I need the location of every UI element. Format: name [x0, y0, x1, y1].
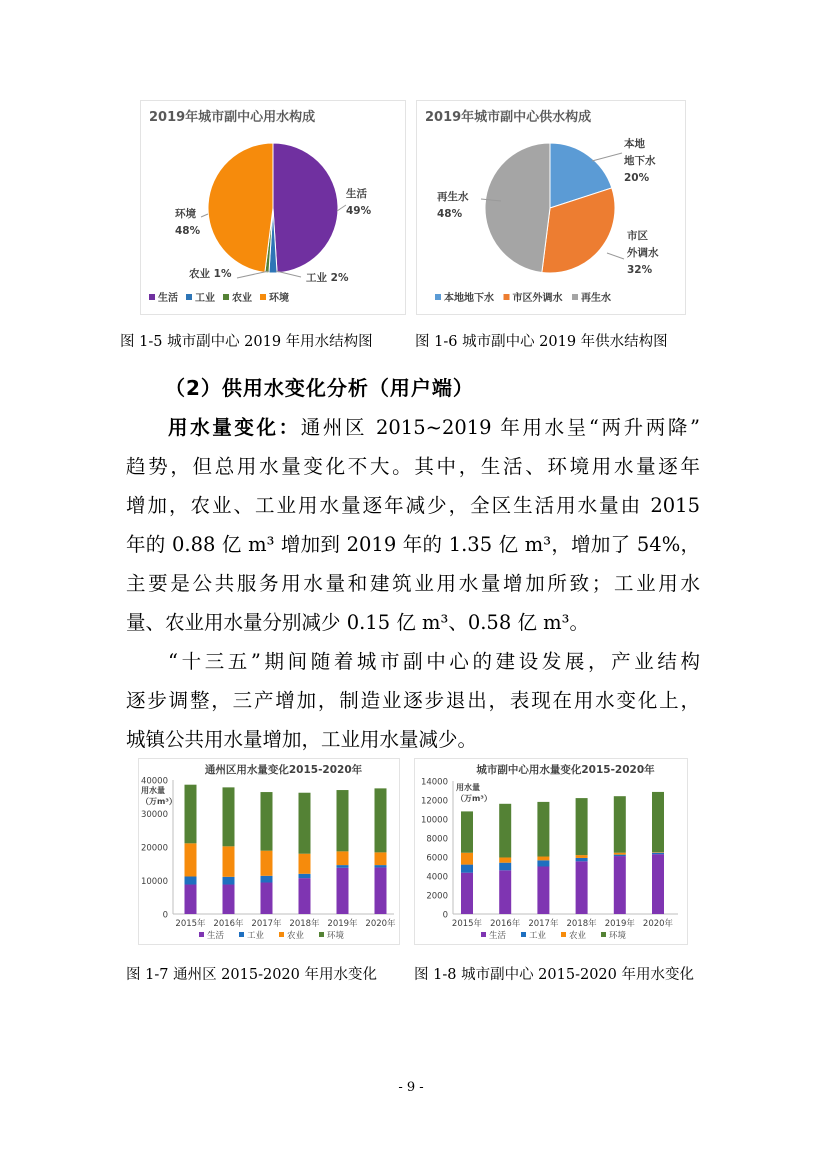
legend-swatch	[199, 932, 204, 937]
x-tick-label: 2016年	[490, 919, 521, 929]
leader-line	[276, 271, 301, 277]
legend-swatch	[601, 932, 606, 937]
figure-caption-1-5: 图 1-5 城市副中心 2019 年用水结构图	[120, 334, 373, 350]
legend-swatch	[319, 932, 324, 937]
data-label: 工业 2%	[306, 272, 349, 284]
y-tick-label: 14000	[420, 777, 448, 788]
x-tick-label: 2018年	[566, 919, 597, 929]
legend-swatch	[186, 294, 192, 300]
chart-title: 2019年城市副中心供水构成	[425, 110, 592, 125]
page-number: - 9 -	[398, 1080, 424, 1095]
bar-农业-2018年	[299, 854, 311, 874]
bar-工业-2019年	[614, 855, 626, 856]
legend-swatch	[239, 932, 244, 937]
y-tick-label: 0	[442, 910, 448, 921]
pie-chart-water-supply	[416, 100, 686, 315]
bar-环境-2020年	[375, 788, 387, 852]
x-tick-label: 2017年	[528, 919, 559, 929]
y-axis-label: （万m³）	[456, 794, 492, 803]
y-tick-label: 30000	[140, 810, 168, 820]
bar-工业-2017年	[261, 876, 273, 883]
leader-line	[237, 271, 269, 278]
data-label: 环境	[175, 208, 196, 220]
bar-农业-2019年	[614, 853, 626, 855]
bar-生活-2018年	[576, 861, 588, 914]
chart-title: 通州区用水量变化2015-2020年	[204, 764, 363, 776]
bar-工业-2016年	[223, 877, 235, 885]
pie-slice-环境	[208, 143, 273, 272]
bar-环境-2017年	[261, 792, 273, 851]
y-tick-label: 10000	[420, 815, 448, 826]
bar-chart-tongzhou	[138, 758, 400, 945]
data-label: 外调水	[627, 247, 659, 259]
x-tick-label: 2015年	[175, 919, 206, 929]
figure-caption-1-7: 图 1-7 通州区 2015-2020 年用水变化	[126, 967, 377, 983]
legend-swatch	[521, 932, 526, 937]
x-tick-label: 2015年	[451, 919, 483, 929]
x-tick-label: 2019年	[604, 919, 635, 929]
pie-chart-water-use	[140, 100, 406, 315]
y-tick-label: 8000	[426, 834, 448, 845]
data-label: 市区	[627, 230, 648, 242]
bar-chart-tongzhou-svg	[139, 759, 399, 944]
bar-农业-2015年	[461, 853, 473, 865]
data-label: 20%	[624, 172, 650, 184]
y-tick-label: 20000	[140, 843, 168, 854]
pie-slice-生活	[273, 143, 338, 273]
legend-label: 工业	[195, 293, 215, 304]
bar-生活-2015年	[461, 873, 473, 914]
y-tick-label: 0	[162, 910, 168, 921]
legend-swatch	[279, 932, 284, 937]
paragraph-line: 城镇公共用水量增加，工业用水量减少。	[126, 728, 478, 751]
legend-swatch	[149, 294, 155, 300]
chart-title: 2019年城市副中心用水构成	[149, 110, 316, 125]
bar-生活-2017年	[261, 883, 273, 914]
bar-环境-2017年	[537, 802, 549, 857]
bar-工业-2015年	[461, 865, 473, 873]
data-label: 生活	[346, 188, 367, 200]
bar-工业-2015年	[185, 876, 197, 884]
bar-环境-2015年	[185, 785, 197, 844]
x-tick-label: 2017年	[251, 919, 282, 929]
legend-label: 环境	[609, 931, 627, 941]
legend-swatch	[572, 294, 578, 300]
bar-农业-2015年	[185, 843, 197, 876]
paragraph-line: 量、农业用水量分别减少 0.15 亿 m³、0.58 亿 m³。	[126, 611, 589, 634]
bar-环境-2018年	[576, 798, 588, 855]
legend-label: 环境	[327, 931, 345, 941]
chart-title: 城市副中心用水量变化2015-2020年	[476, 764, 655, 776]
x-tick-label: 2018年	[289, 919, 320, 929]
pie-chart-water-supply-svg	[417, 101, 685, 314]
y-tick-label: 10000	[140, 877, 168, 887]
bar-工业-2020年	[652, 853, 664, 854]
legend-label: 环境	[269, 293, 289, 304]
y-tick-label: 40000	[140, 776, 168, 787]
legend-swatch	[223, 294, 229, 300]
y-tick-label: 6000	[426, 853, 448, 864]
figure-caption-1-6: 图 1-6 城市副中心 2019 年供水结构图	[415, 334, 668, 350]
bar-生活-2019年	[614, 856, 626, 914]
legend-label: 生活	[489, 931, 507, 941]
bar-生活-2018年	[299, 878, 311, 914]
bar-生活-2016年	[499, 870, 511, 914]
bar-农业-2017年	[537, 857, 549, 861]
bar-生活-2020年	[375, 867, 387, 914]
bar-chart-subcenter	[414, 758, 688, 945]
y-axis-label: （万m³）	[141, 797, 177, 806]
legend-label: 再生水	[581, 293, 611, 304]
bar-环境-2015年	[461, 811, 473, 852]
legend-label: 农业	[287, 931, 305, 941]
paragraph-line	[168, 408, 700, 447]
bar-生活-2019年	[337, 868, 349, 914]
leader-line	[592, 153, 622, 161]
data-label: 本地	[624, 138, 645, 150]
data-label: 49%	[346, 205, 372, 217]
data-label: 再生水	[437, 191, 469, 203]
bar-环境-2018年	[299, 793, 311, 854]
legend-label: 工业	[247, 931, 265, 941]
pie-chart-water-use-svg	[141, 101, 405, 314]
legend-label: 工业	[529, 931, 547, 941]
bar-环境-2019年	[337, 790, 349, 851]
leader-line	[201, 214, 208, 217]
leader-line	[607, 253, 624, 259]
paragraph-line: 趋势，但总用水量变化不大。其中，生活、环境用水量逐年	[126, 455, 700, 478]
section-heading: （2）供用水变化分析（用户端）	[165, 376, 474, 400]
paragraph-text: 通州区 2015~2019 年用水呈“两升两降”	[300, 416, 700, 439]
legend-label: 农业	[569, 931, 587, 941]
y-tick-label: 2000	[426, 891, 448, 902]
bar-农业-2016年	[223, 846, 235, 876]
y-axis-label: 用水量	[456, 783, 480, 792]
legend-label: 农业	[232, 293, 252, 304]
y-axis-label: 用水量	[141, 786, 165, 795]
legend-swatch	[435, 294, 441, 300]
data-label: 48%	[175, 225, 201, 237]
legend-label: 市区外调水	[512, 293, 563, 304]
legend-swatch	[561, 932, 566, 937]
paragraph-line: 增加，农业、工业用水量逐年减少，全区生活用水量由 2015	[126, 494, 700, 517]
bar-农业-2017年	[261, 851, 273, 876]
data-label: 地下水	[624, 155, 656, 167]
paragraph-line: 年的 0.88 亿 m³ 增加到 2019 年的 1.35 亿 m³，增加了 54%，	[126, 533, 700, 556]
bar-农业-2020年	[375, 852, 387, 865]
pie-slice-再生水	[485, 143, 550, 272]
bar-工业-2018年	[576, 858, 588, 861]
paragraph-line: 逐步调整，三产增加，制造业逐步退出，表现在用水变化上，	[126, 689, 700, 712]
data-label: 农业 1%	[189, 268, 232, 280]
bar-工业-2016年	[499, 863, 511, 871]
legend-label: 本地地下水	[444, 293, 494, 304]
x-tick-label: 2020年	[365, 919, 396, 929]
legend-swatch	[481, 932, 486, 937]
legend-swatch	[260, 294, 266, 300]
data-label: 32%	[627, 264, 653, 276]
bar-环境-2019年	[614, 796, 626, 853]
bar-生活-2015年	[185, 885, 197, 914]
bar-农业-2018年	[576, 855, 588, 858]
legend-label: 生活	[207, 931, 225, 941]
paragraph-line: “十三五”期间随着城市副中心的建设发展，产业结构	[168, 650, 700, 673]
bar-环境-2020年	[652, 792, 664, 852]
figure-caption-1-8: 图 1-8 城市副中心 2015-2020 年用水变化	[414, 967, 694, 983]
bar-工业-2020年	[375, 865, 387, 867]
bar-生活-2017年	[537, 867, 549, 915]
x-tick-label: 2019年	[327, 919, 358, 929]
y-tick-label: 4000	[426, 872, 448, 883]
bar-生活-2020年	[652, 854, 664, 914]
paragraph-line: 主要是公共服务用水量和建筑业用水量增加所致；工业用水	[126, 572, 700, 595]
y-tick-label: 12000	[420, 796, 448, 807]
legend-swatch	[504, 294, 510, 300]
legend-label: 生活	[158, 293, 178, 304]
bar-工业-2017年	[537, 860, 549, 866]
bar-工业-2018年	[299, 874, 311, 878]
bar-生活-2016年	[223, 885, 235, 914]
bar-农业-2016年	[499, 857, 511, 862]
x-tick-label: 2016年	[213, 919, 244, 929]
bar-工业-2019年	[337, 865, 349, 868]
bar-环境-2016年	[499, 804, 511, 858]
x-tick-label: 2020年	[642, 919, 674, 929]
bar-农业-2019年	[337, 851, 349, 865]
bar-chart-subcenter-svg	[415, 759, 687, 944]
data-label: 48%	[437, 208, 463, 220]
paragraph-lead: 用水量变化：	[168, 416, 301, 439]
bar-环境-2016年	[223, 787, 235, 846]
